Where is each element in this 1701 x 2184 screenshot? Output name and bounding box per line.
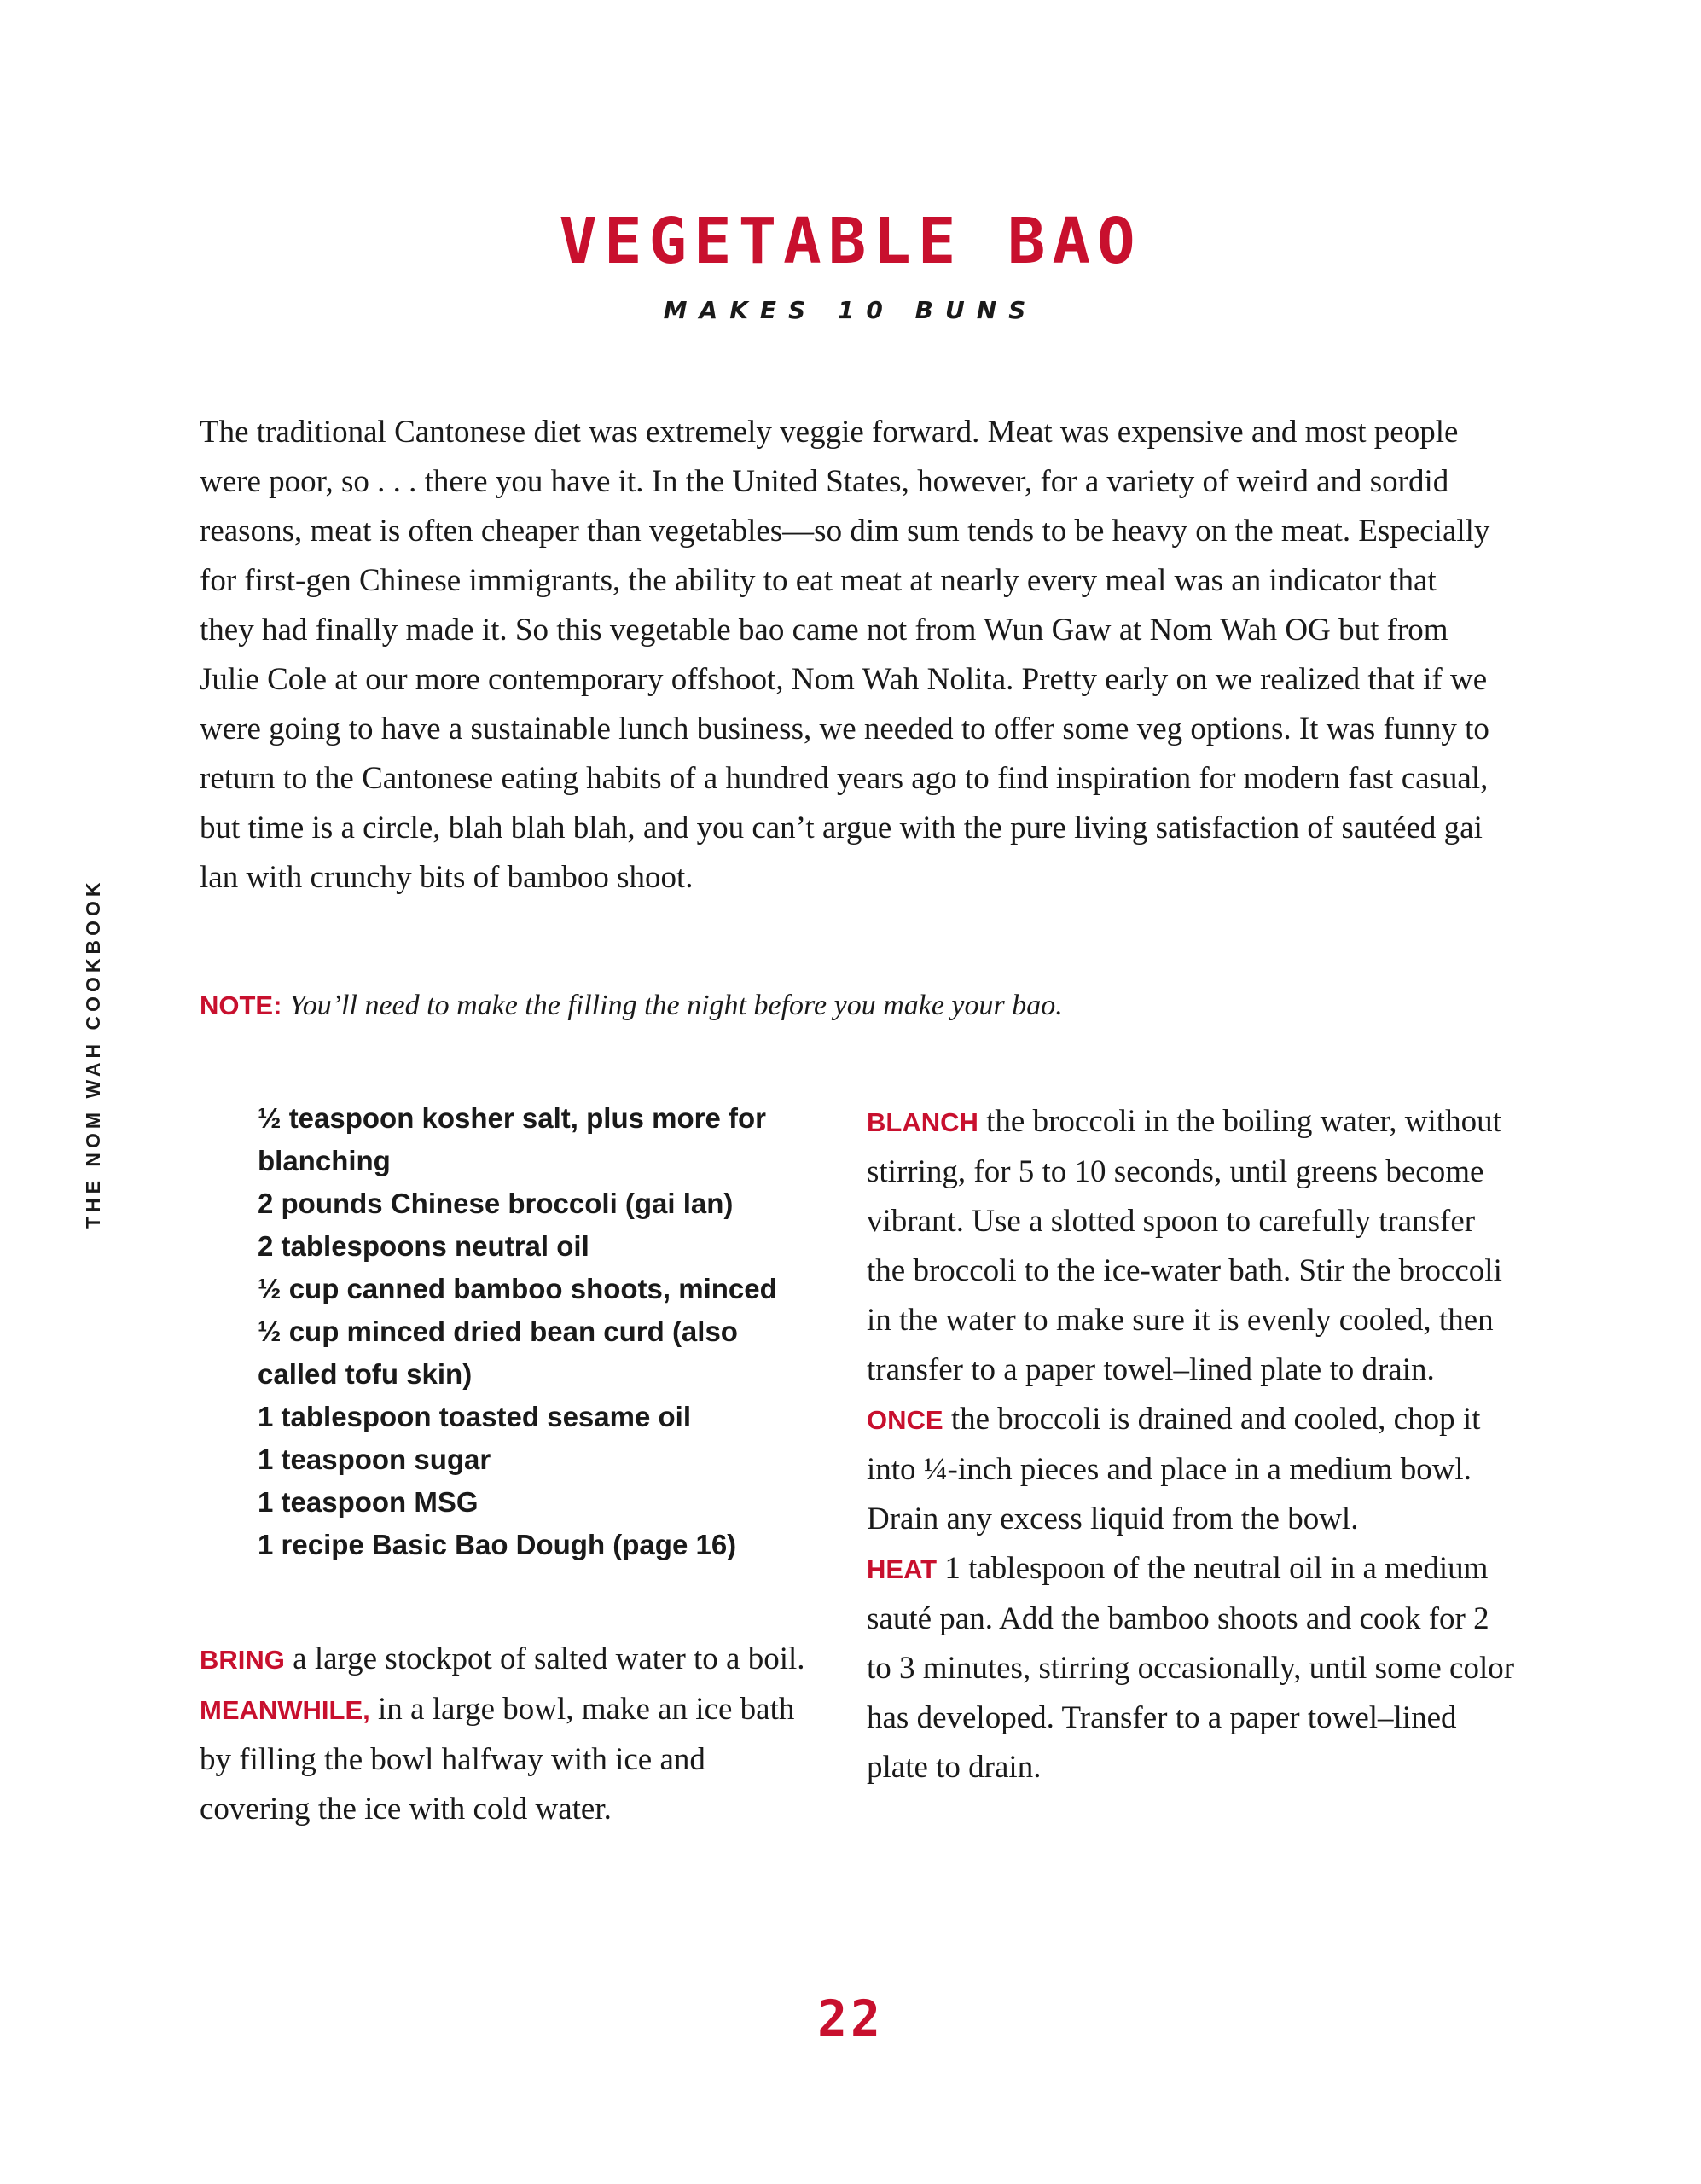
method-column-right	[867, 1097, 1515, 1792]
method-step	[200, 1685, 814, 1834]
ingredient-item: 1 teaspoon sugar	[258, 1443, 491, 1475]
recipe-yield: MAKES 10 BUNS	[663, 296, 1038, 324]
step-text: a large stockpot of salted water to a boil.	[284, 1641, 805, 1676]
recipe-intro: The traditional Cantonese diet was extremely veggie forward. Meat was expensive and most people were poor, so . . . there you have it. In the United States, however, for a variety of weird and sordid reasons, meat is often cheaper than vegetables—so dim sum tends to be heavy on the meat. Especially for first-gen Chinese immigrants, the ability to eat meat at nearly every meal was an indicator that they had finally made it. So this vegetable bao came not from Wun Gaw at Nom Wah OG but from Julie Cole at our more contemporary offshoot, Nom Wah Nolita. Pretty early on we realized that if we were going to have a sustainable lunch business, we needed to offer some veg options. It was funny to return to the Cantonese eating habits of a hundred years ago to find inspiration for modern fast casual, but time is a circle, blah blah blah, and you can’t argue with the pure living satisfaction of sautéed gai lan with crunchy bits of bamboo shoot.	[200, 415, 1490, 895]
ingredient-item: 2 pounds Chinese broccoli (gai lan)	[258, 1188, 734, 1219]
ingredient-item: 2 tablespoons neutral oil	[258, 1230, 589, 1262]
method-column-left	[200, 1635, 814, 1834]
step-verb: HEAT	[867, 1554, 938, 1584]
method-step	[867, 1097, 1515, 1395]
recipe-note	[200, 985, 1496, 1027]
ingredient-list	[258, 1097, 804, 1566]
note-label: NOTE:	[200, 990, 282, 1020]
note-text: You’ll need to make the filling the night before you make your bao.	[288, 990, 1063, 1021]
ingredient-item: ½ cup minced dried bean curd (also called tofu skin)	[258, 1316, 738, 1390]
step-verb: BLANCH	[867, 1107, 978, 1137]
step-text: the broccoli is drained and cooled, chop it into ¼-inch pieces and place in a medium bowl. Drain any excess liquid from the bowl.	[867, 1402, 1481, 1536]
step-text: 1 tablespoon of the neutral oil in a medium sauté pan. Add the bamboo shoots and cook for 2 to 3 minutes, stirring occasionally, until some color has developed. Transfer to a paper towel–lined plate to drain.	[867, 1551, 1515, 1785]
ingredient-item: 1 recipe Basic Bao Dough (page 16)	[258, 1529, 737, 1560]
step-text: the broccoli in the boiling water, without stirring, for 5 to 10 seconds, until greens become vibrant. Use a slotted spoon to carefully transfer the broccoli to the ice-water bath. Stir the broccoli in the water to make sure it is evenly cooled, then transfer to a paper towel–lined plate to drain.	[867, 1104, 1502, 1387]
ingredient-item: ½ teaspoon kosher salt, plus more for blanching	[258, 1102, 766, 1176]
step-verb: MEANWHILE,	[200, 1695, 370, 1725]
running-head: THE NOM WAH COOKBOOK	[82, 878, 104, 1228]
method-step	[867, 1395, 1515, 1544]
ingredient-item: 1 tablespoon toasted sesame oil	[258, 1401, 691, 1432]
step-verb: BRING	[200, 1645, 285, 1675]
recipe-title: VEGETABLE BAO	[559, 205, 1142, 278]
method-step	[867, 1544, 1515, 1792]
page-number: 22	[817, 1989, 884, 2048]
step-verb: ONCE	[867, 1405, 943, 1435]
method-step	[200, 1635, 814, 1685]
step-text: in a large bowl, make an ice bath by filling the bowl halfway with ice and covering the ice with cold water.	[200, 1692, 795, 1827]
ingredient-item: ½ cup canned bamboo shoots, minced	[258, 1273, 777, 1304]
ingredient-item: 1 teaspoon MSG	[258, 1486, 479, 1518]
